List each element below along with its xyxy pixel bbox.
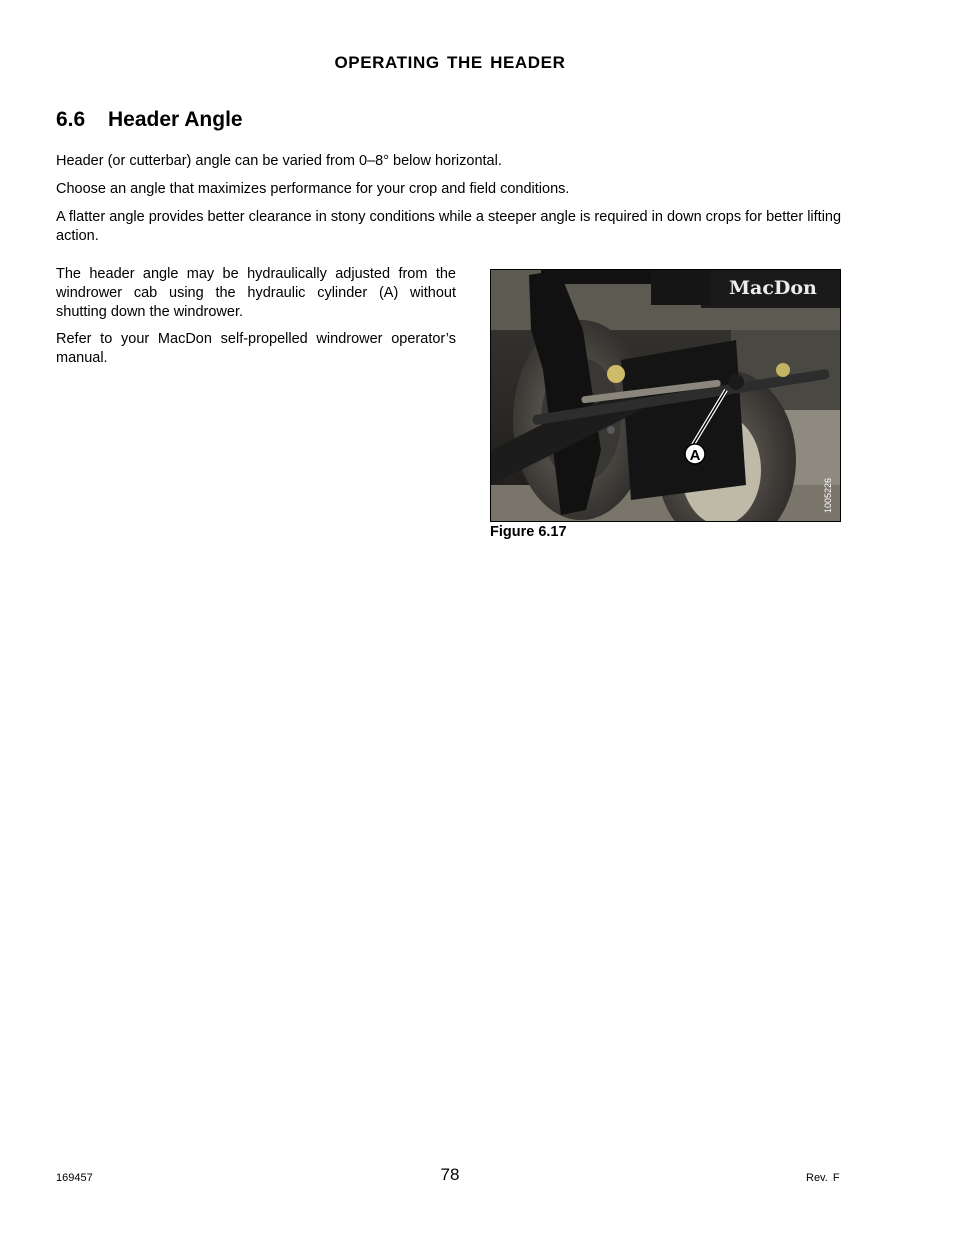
intro-paragraph-2: Choose an angle that maximizes performance for your crop and field conditions. [56,181,570,197]
section-title: Header Angle [108,108,243,131]
body-paragraph-2: Refer to your MacDon self-propelled windrower operator’s manual. [56,331,456,366]
chapter-header: OPERATING THE HEADER [334,53,566,72]
svg-text:MacDon: MacDon [729,277,817,299]
footer-page-number: 78 [440,1165,460,1184]
figure-caption: Figure 6.17 [490,524,567,540]
section-number: 6.6 [56,108,86,131]
intro-paragraph-3: A flatter angle provides better clearance in stony conditions while a steeper angle is required in down crops for better lifting action. [56,209,842,244]
callout-a [685,444,705,464]
footer-revision: Rev. F [806,1172,840,1184]
footer-doc-number: 169457 [56,1172,93,1184]
figure-id-label: 1005226 [823,477,833,513]
figure-photo [490,269,841,522]
intro-paragraph-1: Header (or cutterbar) angle can be varied from 0–8° below horizontal. [56,153,502,169]
body-paragraph-1: The header angle may be hydraulically adjusted from the windrower cab using the hydraulic cylinder (A) without shutting down the windrower. [56,266,456,320]
svg-text:A: A [689,447,701,464]
macdon-logo [729,277,817,299]
section-heading [56,108,243,132]
